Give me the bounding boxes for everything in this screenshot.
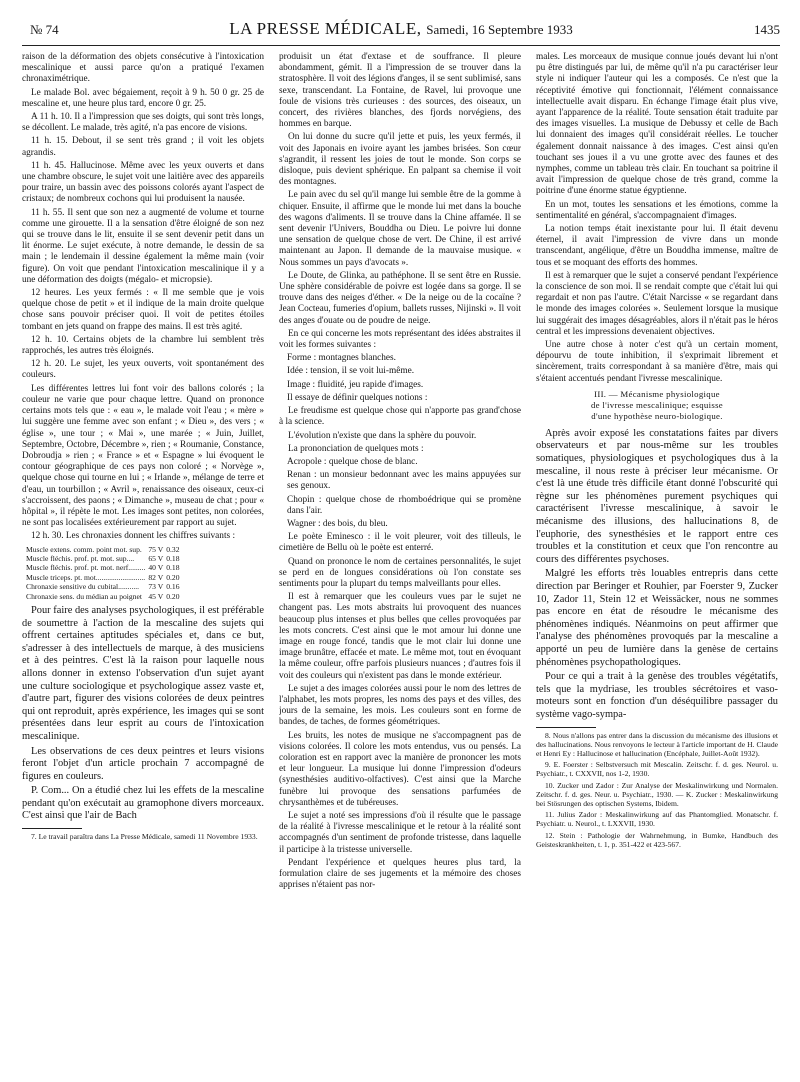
paragraph: Le sujet a des images colorées aussi pour le nom des lettres de l'alphabet, les mots propres, les noms des pays et des villes, des jours de la semaine, les mois. Les couleurs sont en forme de bandes, de taches, de formes géométriques. [279,683,521,728]
table-row [26,573,183,582]
table-cell: 82 V [148,572,164,582]
definition-line: Acropole : quelque chose de blanc. [287,456,418,467]
page-number: 1435 [754,22,780,37]
section-heading-line: d'une hypothèse neuro-biologique. [591,410,723,421]
table-row [26,545,183,554]
journal-name: LA PRESSE MÉDICALE, [229,19,422,38]
column-left [22,52,264,1074]
table-cell: 65 V [148,553,164,563]
paragraph: Le poète Eminesco : il le voit pleurer, voit des tilleuls, le cimetière de Bellu où le poète est enterré. [279,532,521,554]
definition-line: Image : fluidité, jeu rapide d'images. [287,379,424,390]
footnote-rule [536,727,596,728]
table-cell: 0.18 [166,553,180,563]
header-rule [22,45,780,46]
paragraph: Quand on prononce le nom de certaines personnalités, le sujet se perd en de longues considérations où l'on constate ses sentiments pour la plupart du temps malveillants pour elles. [279,556,521,589]
footnote: 8. Nous n'allons pas entrer dans la discussion du mécanisme des illusions et des hallucinations. Nous renvoyons le lecteur à l'article important de H. Claude et Henri Ey : Hallucinose et hallucination (Encéphale, Juillet-Août 1932). [536,730,778,758]
paragraph: 12 h. 30. Les chronaxies donnent les chiffres suivants : [31,531,236,542]
table-cell: 0.20 [166,591,180,601]
section-heading-line: III. — Mécanisme physiologique [594,388,720,399]
paragraph: La notion temps était inexistante pour lui. Il était devenu éternel, il avait l'impression de vivre dans un monde transcendant, angélique, d'être un Bouddha immense, maître de tous et se moquant des efforts des hommes. [536,224,778,268]
footnote-rule [22,828,82,829]
table-row [26,592,183,601]
footnote: 7. Le travail paraîtra dans La Presse Médicale, samedi 11 Novembre 1933. [31,832,258,842]
footnote: 9. E. Foerster : Selbstversuch mit Mescalin. Zeitschr. f. d. ges. Neurol. u. Psychiatr., t. CXXVII, nos 1-2, 1930. [536,760,778,779]
paragraph: 11 h. 45. Hallucinose. Même avec les yeux ouverts et dans une chambre obscure, le sujet voit une laitière avec des appareils pour traire, un bassin avec des poissons colorés ayant l'aspect de cristaux; de nombreux cochons qui lui produisent la nausée. [22,160,264,205]
footnote: 12. Stein : Pathologie der Wahrnehmung, in Bumke, Handbuch des Geisteskrankheiten, t. 1, p. 351-422 et 423-567. [536,830,778,849]
paragraph: Le Doute, de Glinka, au pathéphone. Il se sent être en Russie. Une sphère considérable de poivre est logée dans sa gorge. Il se trouve dans des neiges d'éther. « De la neige ou de la cocaïne ? Jean Cocteau, fumeries d'opium, ballets russes, Nijinski ». Il voit des anges d'ouate ou de poudre de neige. [279,270,521,326]
paragraph: raison de la déformation des objets consécutive à l'intoxication mescalinique et aussi parce qu'on a pratiqué l'examen chronaximétrique. [22,52,264,85]
paragraph: Pour ce qui a trait à la genèse des troubles végétatifs, tels que la mydriase, les troubles sécrétoires et vaso-moteurs sont en fonction d'un déséquilibre passager du système vago-sympa- [536,671,778,720]
table-cell: 73 V [148,582,164,592]
paragraph: 11 h. 55. Il sent que son nez a augmenté de volume et tourne comme une girouette. Il a la sensation d'être éloigné de son nez qui se trouve dans le lit, ensuite il se sent devenir petit dans un lit énorme. Le sujet exécute, à notre demande, le dessin de sa main ; le lendemain il dessine également la même main (voir figure). On voit que pendant l'intoxication mescalinique il y a une déformation des doigts (mégalo- et micropsie). [22,207,264,285]
paragraph: males. Les morceaux de musique connue joués devant lui n'ont pu être distingués par lui, de même qu'il n'a pu caractériser leur style ni indiquer l'auteur qui les a composés. Ce n'est que la réceptivité émotive qui fonctionnait, l'élément connaissance intellectuelle avait disparu. En échange l'image était plus vive, ayant l'apparence de la réalité. Toute sensation était traduite par des images visuelles. La musique de Debussy et celle de Bach lui donnaient des images qu'il considérait réelles. Le toucher également donnait naissance à des images. C'est ainsi qu'en touchant ses joues il a vu une grotte avec des faunes et des nymphes, comme un tableau très clair. En touchant sa poitrine il avait l'impression de quelque chose de très grand, comme la poitrine d'une énorme statue égyptienne. [536,52,778,197]
footnote: 11. Julius Zador : Meskalinwirkung auf das Phantomglied. Monatschr. f. Psychiatr. u. Neurol., t. LXXVII, 1930. [536,810,778,829]
paragraph: Il est à remarquer que les couleurs vues par le sujet ne changent pas. Les mots abstraits lui provoquent des nuances beaucoup plus intenses et plus belles que celles provoquées par les mots concrets. C'est ainsi que le mot amour lui donne une image en rouge foncé, tandis que le mot clair lui donne une image brunâtre, effacée et mate. Le même mot, tout en évoquant la même couleur, offre parfois plusieurs nuances ; d'autres fois il voit des couleurs qui n'existent pas dans le monde extérieur. [279,592,521,681]
paragraph: 12 heures. Les yeux fermés : « Il me semble que je vois quelque chose de petit » et il indique de la main droite quelque chose sans pouvoir préciser quoi. Il voit de petites étoiles tombant en jets quand on frappe des mains. Il est très agité. [22,288,264,332]
column-middle [279,52,521,1074]
paragraph: Une autre chose à noter c'est qu'à un certain moment, dépourvu de toute inhibition, il s'exprimait librement et sincèrement, traits correspondant à sa manière d'être, mais qui s'étaient accentués pendant l'ivresse mescalinique. [536,340,778,384]
journal-title [22,19,780,39]
issue-number: № 74 [30,22,59,37]
paragraph: Le sujet a noté ses impressions d'où il résulte que le passage de la réalité à l'ivresse mescalinique et le retour à la réalité sont accompagnés d'un sentiment de profonde tristesse, dans laquelle il participe à la tristesse universelle. [279,811,521,855]
paragraph: produisit un état d'extase et de souffrance. Il pleure abondamment, gémit. Il a l'impression de se trouver dans la stratosphère. Il voit des légions d'anges, il se sent sublimisé, sans sexe, transcendant. La Fontaine, de Ravel, lui provoque une foule de visions très curieuses : des sources, des oiseaux, un concert, des rivières blanches, des fjords norvégiens, des hommes en barque. [279,52,521,130]
table-row [26,554,183,563]
paragraph: 12 h. 20. Le sujet, les yeux ouverts, voit spontanément des couleurs. [22,359,264,381]
paragraph: Le pain avec du sel qu'il mange lui semble être de la gomme à chiquer. Ensuite, il affirme que le monde lui met dans la bouche des wagons d'aliments. Il se trouve dans la Chine affamée. Il se sent devenir l'Univers, Bouddha ou Dieu. Le poivre lui donne une sensation de quelque chose de vert. De Chine, il est arrivé maintenant au Japon. Il demande de la mauvaise musique. « Nous sommes un pays d'avocats ». [279,190,521,268]
paragraph: Les observations de ces deux peintres et leurs visions feront l'objet d'un article prochain 7 accompagné de figures en couleurs. [22,745,264,782]
table-row [26,563,183,572]
table-cell: 0.18 [166,563,180,573]
table-cell: 40 V [148,563,164,573]
issue-date: Samedi, 16 Septembre 1933 [426,22,573,37]
paragraph: 12 h. 10. Certains objets de la chambre lui semblent très rapprochés, les autres très éloignés. [22,334,264,357]
section-heading-line: de l'ivresse mescalinique; esquisse [590,399,724,410]
paragraph: Les différentes lettres lui font voir des ballons colorés ; la couleur ne varie que pour chaque lettre. Quand on prononce certains mots tels que : « eau », le malade voit l'eau ; « mère » lui suggère une femme avec son enfant ; « Dieu », des vers ; « église », une tour ; « Mai », une marée ; « Juin, Juillet, Septembre, Octobre, Décembre », rien ; « Roumanie, Constance, Dobroudja » rien ; « France » et « Espagne » lui évoquent le contour géographique de ces pays non coloré ; « Norvège », quelque chose qui tourne en lui ; « Irlande », mélange de terre et d'eau, un tourbillon ; « Avril », renaissance des oiseaux, ceux-ci s'accroissent, des paons ; « Dimanche », museau de chat ; pour « hôpital », il répète le mot. Les images sont petites, non colorées, ne sont pas localisées extérieurement par rapport au sujet. [22,383,264,529]
paragraph: En un mot, toutes les sensations et les émotions, comme la sentimentalité en général, s'accompagnaient d'images. [536,199,778,221]
paragraph: Malgré les efforts très louables entrepris dans cette direction par Beringer et Rouhier, par Foerster 9, Zucker 10, Zador 11, Stein 12 et Weissäcker, nous ne sommes pas encore en état de résoudre le mécanisme des phénomènes indiqués. Néanmoins on peut affirmer que l'analyse des phénomènes provoqués par la mescaline a apporté un peu de lumière dans la genèse de certains phénomènes psychopathologiques. [536,568,778,668]
paragraph: L'évolution n'existe que dans la sphère du pouvoir. [288,430,477,441]
paragraph: Pour faire des analyses psychologiques, il est préférable de soumettre à l'action de la mescaline des sujets qui offrent certaines aptitudes spéciales et, dans ce but, s'adresser à des intellectuels de marque, à des musiciens et à des peintres. C'est là la raison pour laquelle nous allons donner in extenso l'observation d'un sujet ayant une culture sociologique et psychologique assez vaste et, d'autre part, figurer des visions colorées de deux peintres qui ont reproduit, après expérience, les images qui se sont présentées dans leur esprit au cours de l'intoxication mescalinique. [22,604,264,742]
page-header [22,18,780,44]
table-cell: Muscle fléchis. prof. pt. mot. sup.... [26,553,135,563]
paragraph: Pendant l'expérience et quelques heures plus tard, la formulation claire de ses jugements et la mémoire des choses apprises n'étaient pas nor- [279,857,521,891]
paragraph: Les bruits, les notes de musique ne s'accompagnent pas de visions colorées. Il colore les mots entendus, vus ou pensés. La coloration est en rapport avec la manière de prononcer les mots et leur longueur. La musique lui donne l'impression d'odeurs (synesthésies auditivo-olfactives). C'est ainsi que la Marche funèbre lui provoque des sensations parfumées de chrysanthèmes et de tubéreuses. [279,730,521,808]
paragraph: Il est à remarquer que le sujet a conservé pendant l'expérience la conscience de son moi. Il se rendait compte que c'était lui qui regardait et non pas l'autre. C'était Narcisse « se regardant dans le monde des images colorées ». Seulement lorsque la musique lui suggérait des images désagréables, alors il n'était pas le héros central et les impressions devenaient objectives. [536,270,778,337]
table-row [26,582,183,591]
paragraph: Le malade Bol. avec bégaiement, reçoit à 9 h. 50 0 gr. 25 de mescaline et, une heure plus tard, encore 0 gr. 25. [22,87,264,109]
paragraph: P. Com... On a étudié chez lui les effets de la mescaline pendant qu'on exécutait au gramophone divers morceaux. C'est ainsi que l'air de Bach [22,785,264,822]
paragraph: Le freudisme est quelque chose qui n'apporte pas grand'chose à la science. [279,406,521,428]
table-cell: Muscle extens. comm. point mot. sup. [26,544,142,554]
definition-line: Forme : montagnes blanches. [287,353,396,364]
table-cell: 75 V [148,544,164,554]
definition-line: Idée : tension, il se voit lui-même. [287,366,415,377]
chronaxie-table [26,545,183,601]
table-cell: Muscle fléchis. prof. pt. mot. nerf......... [26,563,146,573]
table-cell: 0.20 [166,572,180,582]
section-heading [536,389,778,422]
paragraph: Après avoir exposé les constatations faites par divers observateurs et par nous-même sur les troubles somatiques, physiologiques et psychologiques dus à la mescaline, il nous reste à préciser leur mécanisme. Or c'est là une étude très difficile étant donné l'obscurité qui règne sur les phénomènes purement psychiques qui caractérisent l'ivresse mescalinique, à savoir le mécanisme des illusions, des hallucinations 8, de l'euphorie, des synesthésies et le rapport entre ces troubles et la constitution et ceux que l'on rencontre au cours des différentes psychoses. [536,427,778,565]
table-cell: 0.16 [166,582,180,592]
table-cell: Chronaxie sensitive du cubital........... [26,582,140,592]
paragraph: A 11 h. 10. Il a l'impression que ses doigts, qui sont très longs, se décollent. Le malade, très agité, n'a pas encore de visions. [22,112,264,134]
footnote: 10. Zucker und Zador : Zur Analyse der Meskalinwirkung und Normalen. Zeitschr. f. d. ges. Neur. u. Psychiatr., 1930. — K. Zucker : Meskalinwirkung bei Stösrungen des optischen Systems, Ibidem. [536,780,778,808]
table-cell: 0.32 [166,544,180,554]
paragraph: En ce qui concerne les mots représentant des idées abstraites il voit les formes suivantes : [279,328,521,351]
table-cell: 45 V [148,591,164,601]
definition-line: Wagner : des bois, du bleu. [287,518,388,529]
table-cell: Chronaxie sens. du médian au poignet [26,591,142,601]
definition-line: Chopin : quelque chose de rhomboédrique qui se promène dans l'air. [287,494,521,516]
table-cell: Muscle triceps. pt. mot.......................... [26,572,146,582]
column-right [536,52,778,1074]
definition-line: Il essaye de définir quelques notions : [287,392,428,403]
paragraph: On lui donne du sucre qu'il jette et puis, les yeux fermés, il voit des Japonais en ivoire ayant les jambes brisées. Son cœur s'agrandit, il ressent les joies de tout le monde. Son corps se disloque, puis devient sphérique. En palpant sa chemise il voit des montagnes. [279,132,521,188]
paragraph: 11 h. 15. Debout, il se sent très grand ; il voit les objets agrandis. [22,136,264,158]
paragraph: La prononciation de quelques mots : [288,443,424,454]
definition-line: Renan : un monsieur bedonnant avec les mains appuyées sur ses genoux. [287,470,521,492]
